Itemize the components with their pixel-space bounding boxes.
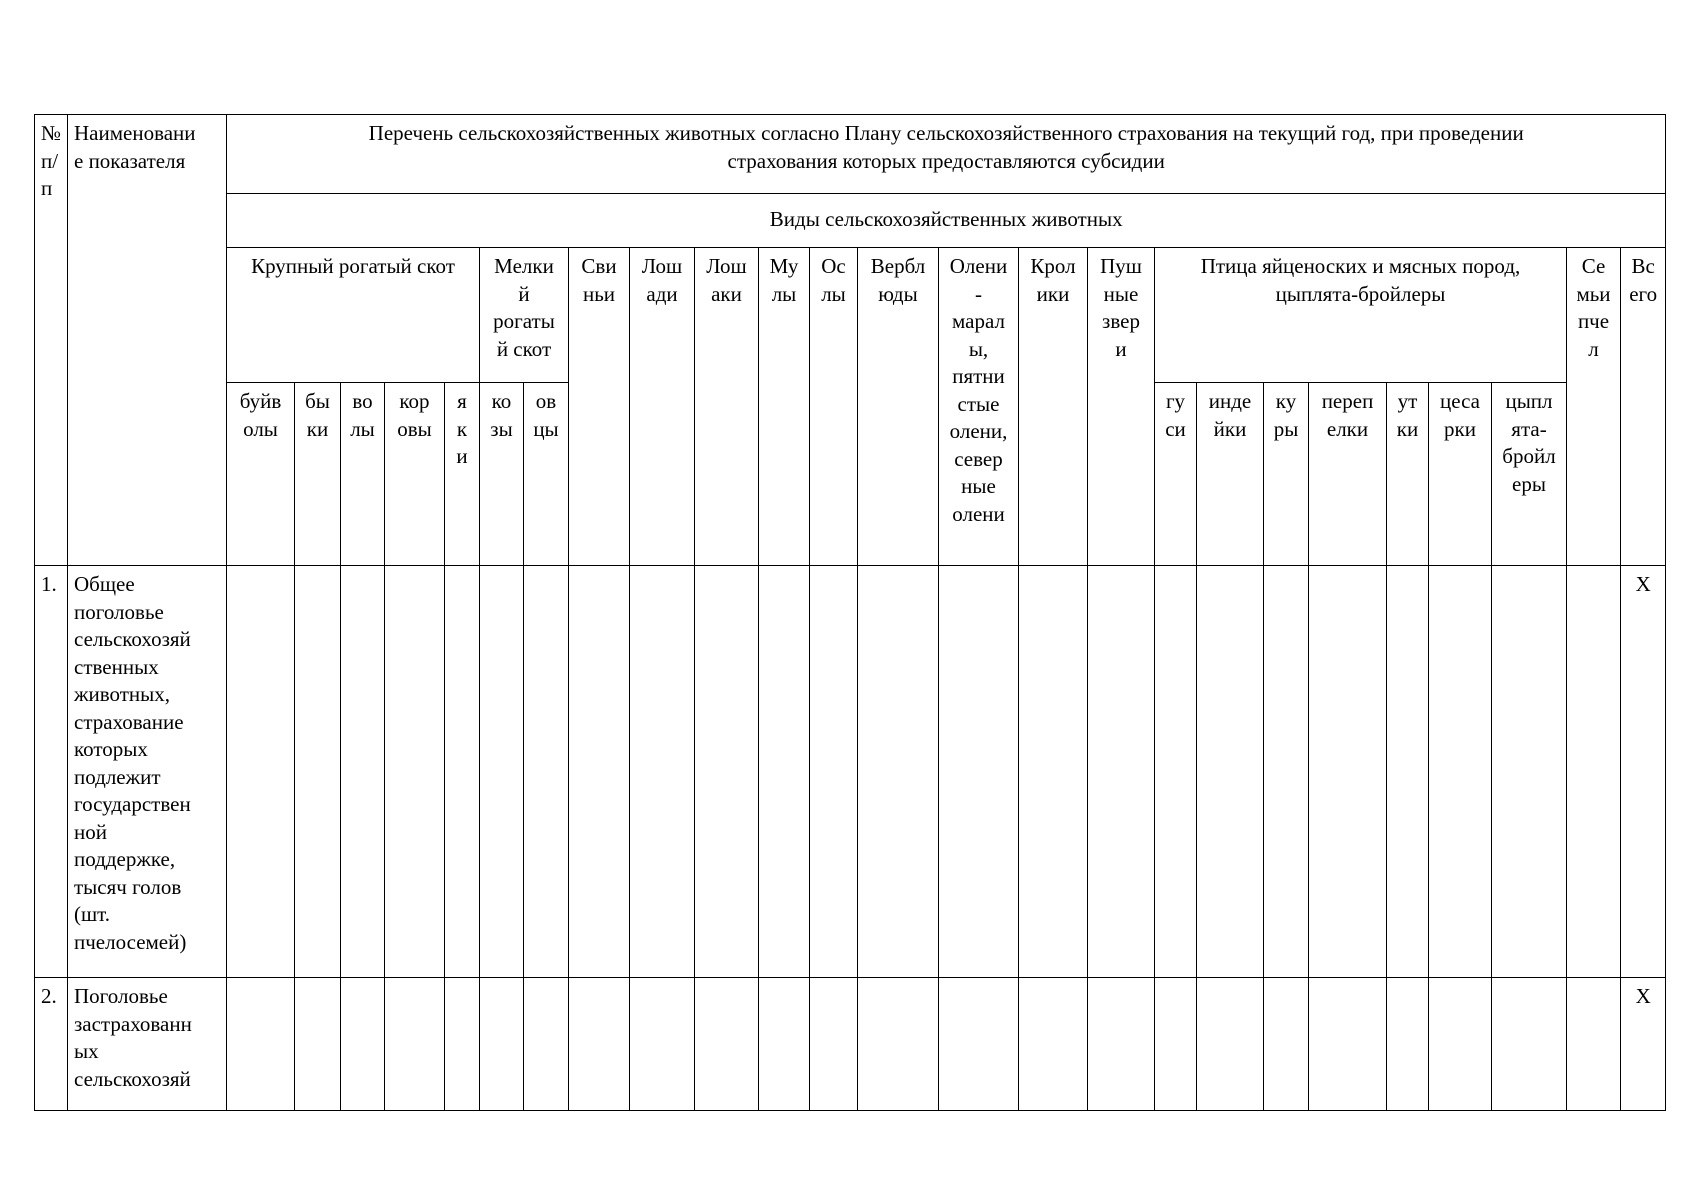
- sub-yaki: я к и: [445, 383, 480, 566]
- data-cell[interactable]: [295, 566, 341, 978]
- col-verblyudy: Вербл юды: [858, 248, 939, 566]
- data-cell[interactable]: [385, 566, 445, 978]
- row-name: Общее поголовье сельскохозяй ственных животных, страхование которых подлежит государствен ной поддержке, тысяч голов (шт. пчелосемей): [68, 566, 227, 978]
- data-cell[interactable]: [1197, 566, 1264, 978]
- data-cell[interactable]: [939, 978, 1019, 1111]
- row-num: 2.: [35, 978, 68, 1111]
- header-num: № п/ п: [35, 115, 68, 566]
- data-cell[interactable]: [1309, 566, 1387, 978]
- data-cell[interactable]: [445, 978, 480, 1111]
- col-oleni: Олени - марал ы, пятни стые олени, север ные олени: [939, 248, 1019, 566]
- sub-utki: ут ки: [1387, 383, 1429, 566]
- data-cell[interactable]: [1492, 566, 1567, 978]
- data-cell[interactable]: [295, 978, 341, 1111]
- data-cell[interactable]: [524, 566, 569, 978]
- data-cell[interactable]: [1088, 566, 1155, 978]
- col-loshadi: Лош ади: [630, 248, 695, 566]
- data-cell[interactable]: [227, 978, 295, 1111]
- data-cell[interactable]: [227, 566, 295, 978]
- data-cell[interactable]: [1019, 978, 1088, 1111]
- data-cell[interactable]: [445, 566, 480, 978]
- data-cell[interactable]: [569, 978, 630, 1111]
- table-row: [35, 566, 1666, 978]
- data-cell[interactable]: [569, 566, 630, 978]
- data-cell[interactable]: [1088, 978, 1155, 1111]
- col-kroliki: Крол ики: [1019, 248, 1088, 566]
- data-cell[interactable]: [1387, 978, 1429, 1111]
- data-cell[interactable]: [1264, 978, 1309, 1111]
- data-cell[interactable]: [630, 978, 695, 1111]
- data-cell[interactable]: [1429, 978, 1492, 1111]
- data-cell[interactable]: [341, 978, 385, 1111]
- sub-cyplyata: цыпл ята- бройл еры: [1492, 383, 1567, 566]
- sub-korovy: кор овы: [385, 383, 445, 566]
- col-loshaki: Лош аки: [695, 248, 759, 566]
- data-cell[interactable]: [858, 566, 939, 978]
- sub-gusi: гу си: [1155, 383, 1197, 566]
- data-cell[interactable]: [810, 978, 858, 1111]
- data-cell[interactable]: [1429, 566, 1492, 978]
- data-cell[interactable]: [1197, 978, 1264, 1111]
- sub-kozy: ко зы: [480, 383, 524, 566]
- group-ptica: Птица яйценоских и мясных пород, цыплята-бройлеры: [1155, 248, 1567, 383]
- col-osly: Ос лы: [810, 248, 858, 566]
- sub-perepelki: переп елки: [1309, 383, 1387, 566]
- data-cell[interactable]: [630, 566, 695, 978]
- data-cell[interactable]: [524, 978, 569, 1111]
- data-cell[interactable]: [759, 566, 810, 978]
- data-cell[interactable]: [480, 978, 524, 1111]
- sub-byki: бы ки: [295, 383, 341, 566]
- header-perechen: Перечень сельскохозяйственных животных согласно Плану сельскохозяйственного страхования на текущий год, при проведении страхования которых предоставляются субсидии: [227, 115, 1666, 194]
- row-num: 1.: [35, 566, 68, 978]
- data-cell[interactable]: [1387, 566, 1429, 978]
- data-cell[interactable]: [759, 978, 810, 1111]
- col-pushnye: Пуш ные звер и: [1088, 248, 1155, 566]
- header-vidy: Виды сельскохозяйственных животных: [227, 194, 1666, 248]
- data-cell[interactable]: [1492, 978, 1567, 1111]
- data-cell[interactable]: [1567, 566, 1621, 978]
- data-cell[interactable]: [1264, 566, 1309, 978]
- row-total: Х: [1621, 566, 1666, 978]
- data-cell[interactable]: [695, 978, 759, 1111]
- col-semi-pchel: Се мьи пче л: [1567, 248, 1621, 566]
- sub-buyvoly: буйв олы: [227, 383, 295, 566]
- data-cell[interactable]: [810, 566, 858, 978]
- data-cell[interactable]: [1155, 566, 1197, 978]
- header-indicator-name: Наименовани е показателя: [68, 115, 227, 566]
- sub-cesarki: цеса рки: [1429, 383, 1492, 566]
- data-cell[interactable]: [939, 566, 1019, 978]
- data-cell[interactable]: [695, 566, 759, 978]
- data-cell[interactable]: [385, 978, 445, 1111]
- col-muly: Му лы: [759, 248, 810, 566]
- group-krs: Крупный рогатый скот: [227, 248, 480, 383]
- sub-kury: ку ры: [1264, 383, 1309, 566]
- sub-indeyki: инде йки: [1197, 383, 1264, 566]
- group-mrs: Мелки й рогаты й скот: [480, 248, 569, 383]
- data-cell[interactable]: [1309, 978, 1387, 1111]
- sub-voly: во лы: [341, 383, 385, 566]
- data-cell[interactable]: [1019, 566, 1088, 978]
- sub-ovcy: ов цы: [524, 383, 569, 566]
- col-svini: Сви ньи: [569, 248, 630, 566]
- row-total: Х: [1621, 978, 1666, 1111]
- data-cell[interactable]: [1155, 978, 1197, 1111]
- row-name: Поголовье застрахованн ых сельскохозяй: [68, 978, 227, 1111]
- table-row: [35, 978, 1666, 1111]
- col-vsego: Вс его: [1621, 248, 1666, 566]
- data-cell[interactable]: [1567, 978, 1621, 1111]
- data-cell[interactable]: [341, 566, 385, 978]
- data-cell[interactable]: [858, 978, 939, 1111]
- subsidy-animals-table: [34, 114, 1666, 1111]
- data-cell[interactable]: [480, 566, 524, 978]
